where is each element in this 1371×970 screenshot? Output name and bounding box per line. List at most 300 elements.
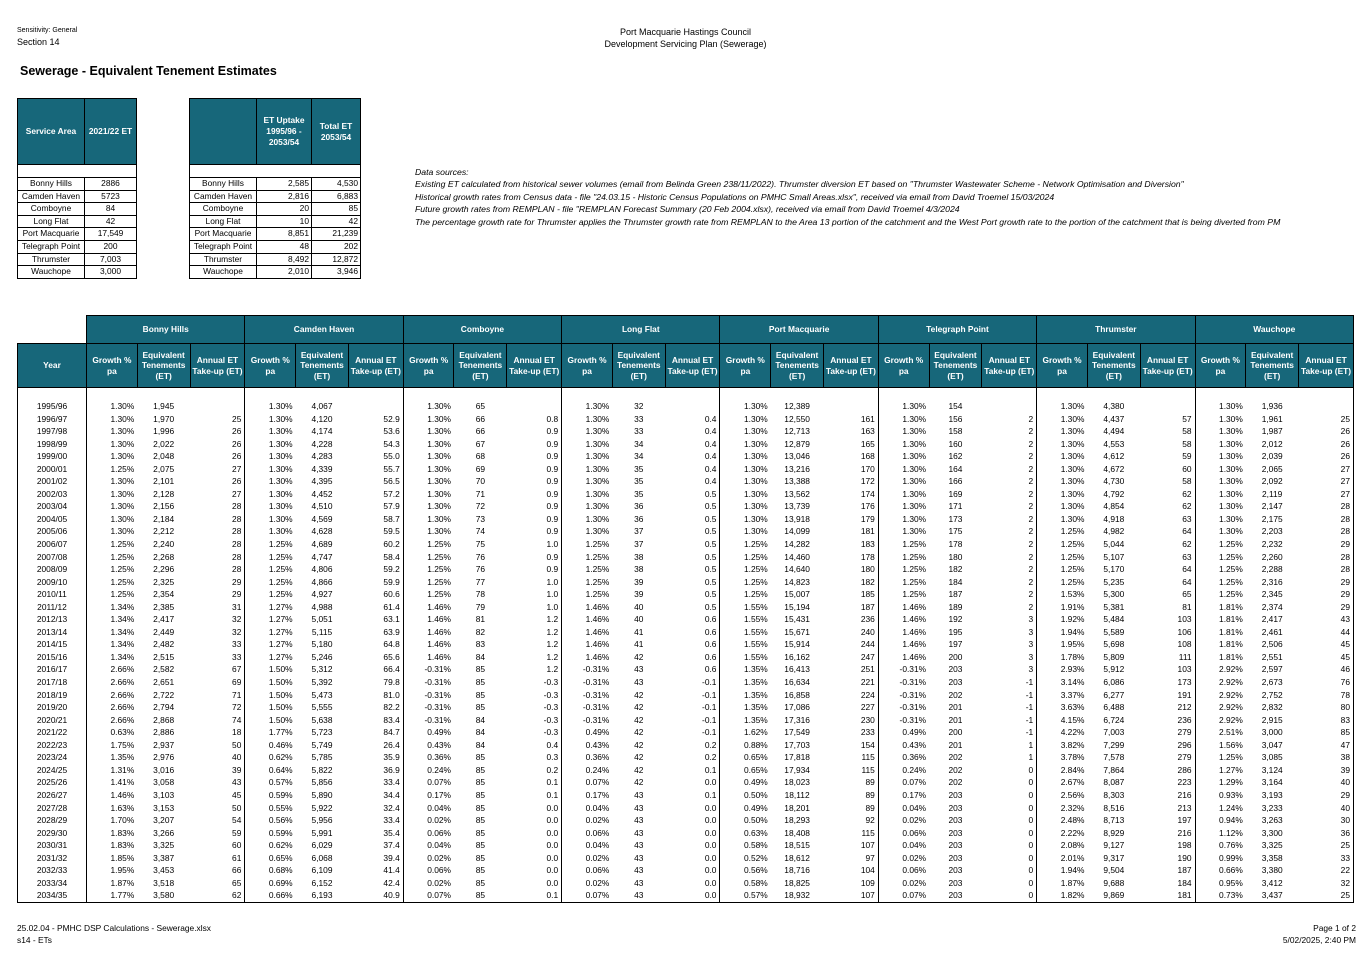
takeup-cell: 191 xyxy=(1177,689,1192,700)
year-cell: 2006/07 xyxy=(18,538,87,551)
spacer-cell xyxy=(507,388,562,401)
growth-cell: 1.46% xyxy=(878,651,929,664)
table-row xyxy=(18,726,1354,739)
takeup-cell: 1.2 xyxy=(546,651,559,662)
takeup-cell: 227 xyxy=(860,702,875,713)
et-cell: 16,162 xyxy=(784,651,810,662)
et-cell: 79 xyxy=(475,601,486,612)
summary-row xyxy=(190,203,361,216)
et-cell: 9,869 xyxy=(1087,889,1140,902)
et-cell: 169 xyxy=(948,488,963,499)
takeup-cell: 32 xyxy=(232,626,242,637)
growth-cell: 1.95% xyxy=(1037,638,1088,651)
col-header-et: Equivalent Tenements (ET) xyxy=(1246,344,1299,388)
page-title: Sewerage - Equivalent Tenement Estimates xyxy=(20,64,277,78)
growth-cell: 1.25% xyxy=(245,551,296,564)
et-cell: 43 xyxy=(634,677,644,688)
growth-cell: 1.25% xyxy=(403,551,454,564)
takeup-cell: 36 xyxy=(1299,827,1354,840)
service-area-name: Camden Haven xyxy=(190,190,257,203)
et-cell: 184 xyxy=(948,576,963,587)
et-cell: 1,987 xyxy=(1261,426,1283,437)
table-row xyxy=(18,413,1354,426)
spacer-cell xyxy=(1140,388,1195,401)
growth-cell: 1.81% xyxy=(1195,626,1246,639)
growth-cell: 1.25% xyxy=(1195,563,1246,576)
et-cell: 43 xyxy=(634,840,644,851)
et-cell: 33 xyxy=(634,413,644,424)
growth-cell: 1.46% xyxy=(562,638,613,651)
et-cell: 5,723 xyxy=(311,727,333,738)
growth-cell: 1.81% xyxy=(1195,651,1246,664)
col-header-et: Equivalent Tenements (ET) xyxy=(1087,344,1140,388)
et-cell: 78 xyxy=(475,589,486,600)
area-header: Bonny Hills xyxy=(87,316,245,344)
takeup-cell: 111 xyxy=(1178,651,1192,662)
growth-cell: 1.77% xyxy=(87,889,138,902)
year-cell: 2002/03 xyxy=(18,488,87,501)
et-cell: 1,970 xyxy=(153,413,175,424)
et-cell: 166 xyxy=(948,476,963,487)
growth-cell: 1.30% xyxy=(1037,463,1088,476)
growth-cell: 0.02% xyxy=(562,852,613,865)
et-cell: 41 xyxy=(634,639,644,650)
et-cell: 203 xyxy=(948,852,963,863)
et-cell: 17,086 xyxy=(784,702,810,713)
year-cell: 2023/24 xyxy=(18,751,87,764)
growth-cell: 0.43% xyxy=(403,739,454,752)
growth-cell: 2.08% xyxy=(1037,839,1088,852)
takeup-cell: 104 xyxy=(860,865,875,876)
table-row xyxy=(18,500,1354,513)
takeup-cell: 161 xyxy=(860,413,875,424)
takeup-cell: 115 xyxy=(861,752,875,763)
et-cell: 16,858 xyxy=(784,689,810,700)
et-cell: 16,413 xyxy=(784,664,810,675)
takeup-cell: 89 xyxy=(865,789,875,800)
et-cell: 4,672 xyxy=(1103,463,1125,474)
summary-table-2021-et xyxy=(17,98,137,279)
growth-cell: 1.30% xyxy=(562,413,613,426)
total-et-value: 21,239 xyxy=(312,228,361,241)
et-cell: 178 xyxy=(948,539,963,550)
takeup-cell: -1 xyxy=(1025,702,1034,713)
takeup-cell: 35.9 xyxy=(383,752,400,763)
takeup-cell: 0 xyxy=(1028,877,1034,888)
section-label: Section 14 xyxy=(17,37,60,47)
takeup-cell: 39 xyxy=(1299,764,1354,777)
takeup-cell: 0.6 xyxy=(704,626,717,637)
et-cell: 75 xyxy=(475,539,486,550)
et-cell: 2,240 xyxy=(153,539,175,550)
takeup-cell: 29 xyxy=(1299,601,1354,614)
et-cell: 2,048 xyxy=(153,451,175,462)
table-row xyxy=(18,588,1354,601)
table-row xyxy=(18,576,1354,589)
et-cell: 5,392 xyxy=(311,677,333,688)
et-2021-value: 42 xyxy=(85,215,137,228)
takeup-cell: 0.5 xyxy=(704,551,717,562)
growth-cell: 0.04% xyxy=(403,839,454,852)
growth-cell: 1.50% xyxy=(245,701,296,714)
col-header-et: Equivalent Tenements (ET) xyxy=(137,344,190,388)
et-cell: 9,317 xyxy=(1103,852,1125,863)
spacer-cell xyxy=(878,388,929,401)
service-area-name: Comboyne xyxy=(18,203,85,216)
growth-cell: 1.30% xyxy=(562,438,613,451)
et-cell: 42 xyxy=(634,651,644,662)
et-cell: 43 xyxy=(634,877,644,888)
et-cell: 3,000 xyxy=(1261,727,1283,738)
takeup-cell: 46 xyxy=(1299,663,1354,676)
et-cell: 2,316 xyxy=(1261,576,1283,587)
et-cell: 36 xyxy=(634,501,644,512)
growth-cell: 1.25% xyxy=(1195,751,1246,764)
takeup-cell: 26 xyxy=(232,451,242,462)
area-header: Long Flat xyxy=(562,316,720,344)
takeup-cell: 84.7 xyxy=(383,727,400,738)
growth-cell: 1.30% xyxy=(245,475,296,488)
et-cell: 3,058 xyxy=(153,777,175,788)
et-cell: 85 xyxy=(475,815,486,826)
growth-cell: 1.25% xyxy=(562,576,613,589)
et-uptake-value: 20 xyxy=(257,203,312,216)
et-2021-value: 200 xyxy=(85,240,137,253)
year-cell: 2021/22 xyxy=(18,726,87,739)
takeup-cell: 26 xyxy=(1299,450,1354,463)
et-cell: 6,193 xyxy=(296,889,349,902)
growth-cell: 1.30% xyxy=(720,463,771,476)
et-cell: 85 xyxy=(475,789,486,800)
takeup-cell: 26.4 xyxy=(383,739,400,750)
et-cell: 1,936 xyxy=(1261,401,1283,411)
growth-cell: 1.46% xyxy=(562,651,613,664)
et-uptake-value: 2,010 xyxy=(257,266,312,279)
et-cell: 6,152 xyxy=(311,877,333,888)
takeup-cell: 0.9 xyxy=(546,488,559,499)
growth-cell: 1.30% xyxy=(87,525,138,538)
growth-cell: 0.49% xyxy=(562,726,613,739)
et-cell: 4,067 xyxy=(311,401,333,411)
et-cell: 8,087 xyxy=(1103,777,1125,788)
year-cell: 2024/25 xyxy=(18,764,87,777)
takeup-cell: 33 xyxy=(232,639,242,650)
takeup-cell: 236 xyxy=(1177,714,1192,725)
growth-cell: 1.46% xyxy=(878,613,929,626)
takeup-cell: 69 xyxy=(232,677,242,688)
takeup-cell: 163 xyxy=(860,426,875,437)
growth-cell: 1.30% xyxy=(403,525,454,538)
et-cell: 156 xyxy=(948,413,963,424)
growth-cell: 1.30% xyxy=(403,488,454,501)
takeup-cell: 0.9 xyxy=(546,438,559,449)
growth-cell: 1.25% xyxy=(403,588,454,601)
et-cell: 2,794 xyxy=(153,702,175,713)
takeup-cell: 58 xyxy=(1182,426,1192,437)
et-uptake-value: 10 xyxy=(257,215,312,228)
growth-cell: 1.30% xyxy=(245,425,296,438)
et-cell: 3,325 xyxy=(153,840,175,851)
takeup-cell: 0.4 xyxy=(704,463,717,474)
takeup-cell: 81 xyxy=(1182,601,1192,612)
et-cell: 72 xyxy=(475,501,486,512)
growth-cell: 1.30% xyxy=(562,425,613,438)
takeup-cell: 0 xyxy=(1028,815,1034,826)
takeup-cell: 198 xyxy=(1177,840,1192,851)
takeup-cell: 81.0 xyxy=(383,689,400,700)
year-cell: 2000/01 xyxy=(18,463,87,476)
growth-cell: 1.30% xyxy=(878,463,929,476)
service-area-name: Comboyne xyxy=(190,203,257,216)
summary-row xyxy=(190,228,361,241)
growth-cell: 1.25% xyxy=(403,576,454,589)
growth-cell: 1.30% xyxy=(1037,513,1088,526)
takeup-cell: 29 xyxy=(1299,789,1354,802)
takeup-cell: 223 xyxy=(1177,777,1192,788)
growth-cell: 2.84% xyxy=(1037,764,1088,777)
growth-cell: 1.30% xyxy=(1195,475,1246,488)
et-cell: 200 xyxy=(948,651,963,662)
et-cell: 3,085 xyxy=(1261,752,1283,763)
growth-cell: 1.25% xyxy=(1037,576,1088,589)
takeup-cell: 2 xyxy=(1028,451,1034,462)
growth-cell: 1.46% xyxy=(878,626,929,639)
takeup-cell: 65 xyxy=(1182,589,1192,600)
takeup-cell: -0.1 xyxy=(702,714,717,725)
col-header-service-area: Service Area xyxy=(18,99,85,165)
et-cell: 2,597 xyxy=(1261,664,1283,675)
growth-cell: 0.24% xyxy=(403,764,454,777)
growth-cell: 0.69% xyxy=(245,877,296,890)
table-row xyxy=(18,864,1354,877)
takeup-cell: 63 xyxy=(1182,551,1192,562)
et-cell: 18,023 xyxy=(784,777,810,788)
spacer-cell xyxy=(562,388,613,401)
growth-cell: 0.36% xyxy=(878,751,929,764)
col-header-growth: Growth % pa xyxy=(720,344,771,388)
et-cell: 14,823 xyxy=(784,576,810,587)
et-cell: 201 xyxy=(948,739,963,750)
takeup-cell: 0.4 xyxy=(704,476,717,487)
year-cell: 2008/09 xyxy=(18,563,87,576)
et-cell: 3,164 xyxy=(1261,777,1283,788)
et-cell: 35 xyxy=(634,488,644,499)
spacer-cell xyxy=(245,388,296,401)
table-row xyxy=(18,400,1354,413)
takeup-cell: 58 xyxy=(1182,476,1192,487)
growth-cell: 1.25% xyxy=(720,563,771,576)
takeup-cell: 62 xyxy=(190,889,245,902)
table-row xyxy=(18,488,1354,501)
et-cell: 15,431 xyxy=(784,614,810,625)
takeup-cell: 212 xyxy=(1177,702,1192,713)
summary-row xyxy=(190,266,361,279)
growth-cell: 1.30% xyxy=(1195,450,1246,463)
takeup-cell: 0.1 xyxy=(546,789,559,800)
et-cell: 4,120 xyxy=(311,413,333,424)
et-cell: 76 xyxy=(475,564,486,575)
et-2021-value: 84 xyxy=(85,203,137,216)
et-cell: 2,506 xyxy=(1261,639,1283,650)
growth-cell: 1.56% xyxy=(1195,739,1246,752)
growth-cell: 0.02% xyxy=(878,877,929,890)
growth-cell: 1.27% xyxy=(1195,764,1246,777)
area-header: Thrumster xyxy=(1037,316,1195,344)
et-cell: 2,325 xyxy=(153,576,175,587)
takeup-cell: 89 xyxy=(865,802,875,813)
et-cell: 201 xyxy=(948,714,963,725)
takeup-cell: 30 xyxy=(1299,814,1354,827)
et-cell: 175 xyxy=(948,526,963,537)
growth-cell: 1.25% xyxy=(87,576,138,589)
et-cell: 2,039 xyxy=(1261,451,1283,462)
year-cell: 2011/12 xyxy=(18,601,87,614)
growth-cell: 0.06% xyxy=(403,864,454,877)
et-cell: 4,854 xyxy=(1103,501,1125,512)
et-cell: 12,879 xyxy=(784,438,810,449)
takeup-cell: 279 xyxy=(1177,752,1192,763)
takeup-cell: 2 xyxy=(1028,526,1034,537)
growth-cell: 1.25% xyxy=(562,551,613,564)
et-cell: 7,864 xyxy=(1103,764,1125,775)
growth-cell: 1.46% xyxy=(403,651,454,664)
growth-cell: 0.57% xyxy=(720,889,771,902)
takeup-cell: 115 xyxy=(861,764,875,775)
et-cell: 3,103 xyxy=(153,789,175,800)
takeup-cell: 108 xyxy=(1177,639,1192,650)
et-cell: 2,232 xyxy=(1261,539,1283,550)
growth-cell: 1.91% xyxy=(1037,601,1088,614)
takeup-cell: -0.3 xyxy=(543,677,559,688)
takeup-cell: 103 xyxy=(1177,614,1192,625)
growth-cell: 1.30% xyxy=(1037,425,1088,438)
table-row xyxy=(18,563,1354,576)
growth-cell: 1.30% xyxy=(562,450,613,463)
growth-cell: 1.55% xyxy=(720,651,771,664)
growth-cell: 1.25% xyxy=(87,538,138,551)
et-cell: 43 xyxy=(634,789,644,800)
takeup-cell: 40 xyxy=(1299,802,1354,815)
growth-cell: 1.25% xyxy=(720,576,771,589)
col-header-2021-et: 2021/22 ET xyxy=(85,99,137,165)
growth-cell: 1.87% xyxy=(1037,877,1088,890)
growth-cell: 0.04% xyxy=(878,802,929,815)
growth-cell: -0.31% xyxy=(403,701,454,714)
growth-cell: 1.50% xyxy=(245,714,296,727)
takeup-cell: 187 xyxy=(860,601,875,612)
footer-sheet: s14 - ETs xyxy=(17,935,52,945)
growth-cell: 1.35% xyxy=(720,689,771,702)
year-cell: 1995/96 xyxy=(18,400,87,413)
et-cell: 8,516 xyxy=(1103,802,1125,813)
et-cell: 15,194 xyxy=(784,601,810,612)
growth-cell: 1.25% xyxy=(878,551,929,564)
et-cell: 7,003 xyxy=(1103,727,1125,738)
service-area-name: Telegraph Point xyxy=(190,240,257,253)
year-cell: 1998/99 xyxy=(18,438,87,451)
takeup-cell: 1.0 xyxy=(546,539,559,550)
takeup-cell: 0.5 xyxy=(704,589,717,600)
growth-cell: 1.30% xyxy=(878,400,929,413)
growth-cell: 1.30% xyxy=(87,438,138,451)
et-cell: 85 xyxy=(475,877,486,888)
et-cell: 81 xyxy=(475,614,486,625)
et-cell: 200 xyxy=(948,727,963,738)
growth-cell: 1.25% xyxy=(562,563,613,576)
takeup-cell: 154 xyxy=(860,739,875,750)
growth-cell: -0.31% xyxy=(562,689,613,702)
takeup-cell: 28 xyxy=(1299,500,1354,513)
growth-cell: 1.25% xyxy=(1195,538,1246,551)
growth-cell: 0.62% xyxy=(245,839,296,852)
et-cell: 2,832 xyxy=(1261,702,1283,713)
et-cell: 2,651 xyxy=(153,677,175,688)
growth-cell: 1.78% xyxy=(1037,651,1088,664)
growth-cell: 0.24% xyxy=(878,764,929,777)
takeup-cell: 29 xyxy=(1299,538,1354,551)
et-cell: 203 xyxy=(948,677,963,688)
takeup-cell: 31 xyxy=(232,601,242,612)
growth-cell: 1.55% xyxy=(720,638,771,651)
et-uptake-value: 8,492 xyxy=(257,253,312,266)
takeup-cell: 190 xyxy=(1177,852,1192,863)
et-cell: 18,825 xyxy=(784,877,810,888)
footer-file: 25.02.04 - PMHC DSP Calculations - Sewerage.xlsx xyxy=(17,923,211,933)
et-cell: 203 xyxy=(948,840,963,851)
et-cell: 12,550 xyxy=(784,413,810,424)
et-cell: 42 xyxy=(634,739,644,750)
et-cell: 158 xyxy=(948,426,963,437)
takeup-cell: 65.6 xyxy=(383,651,400,662)
takeup-cell: 0.2 xyxy=(704,739,717,750)
takeup-cell: 0.9 xyxy=(546,451,559,462)
et-cell: 84 xyxy=(475,727,486,738)
growth-cell: 3.14% xyxy=(1037,676,1088,689)
col-header-takeup: Annual ET Take-up (ET) xyxy=(190,344,245,388)
takeup-cell: 0.1 xyxy=(704,789,717,800)
et-cell: 2,128 xyxy=(153,488,175,499)
growth-cell: 1.27% xyxy=(245,651,296,664)
takeup-cell: 66.4 xyxy=(383,664,400,675)
spacer-cell xyxy=(612,388,665,401)
et-cell: 5,785 xyxy=(311,752,333,763)
growth-cell: 1.25% xyxy=(403,538,454,551)
growth-cell: 1.95% xyxy=(87,864,138,877)
takeup-cell: 27 xyxy=(232,488,242,499)
growth-cell: 0.58% xyxy=(720,839,771,852)
growth-cell: 3.63% xyxy=(1037,701,1088,714)
year-cell: 2012/13 xyxy=(18,613,87,626)
et-cell: 3,193 xyxy=(1261,789,1283,800)
growth-cell: 1.30% xyxy=(720,413,771,426)
takeup-cell: 40.9 xyxy=(348,889,403,902)
growth-cell: 0.66% xyxy=(1195,864,1246,877)
et-uptake-value: 2,585 xyxy=(257,178,312,191)
takeup-cell: 168 xyxy=(860,451,875,462)
col-header-takeup: Annual ET Take-up (ET) xyxy=(824,344,879,388)
growth-cell: 0.07% xyxy=(878,776,929,789)
year-cell: 2018/19 xyxy=(18,689,87,702)
source-line: The percentage growth rate for Thrumster applies the Thrumster growth rate from REMPLAN to the Area 13 portion of the catchment and the West Port growth rate to the portion of the catchment that is being diverted from PM xyxy=(415,216,1281,227)
et-cell: 187 xyxy=(948,589,963,600)
growth-cell: 0.17% xyxy=(403,789,454,802)
growth-cell: 0.06% xyxy=(878,827,929,840)
et-cell: 4,553 xyxy=(1103,438,1125,449)
growth-cell: 1.30% xyxy=(720,525,771,538)
et-cell: 17,934 xyxy=(784,764,810,775)
takeup-cell: 28 xyxy=(232,551,242,562)
takeup-cell: 224 xyxy=(860,689,875,700)
